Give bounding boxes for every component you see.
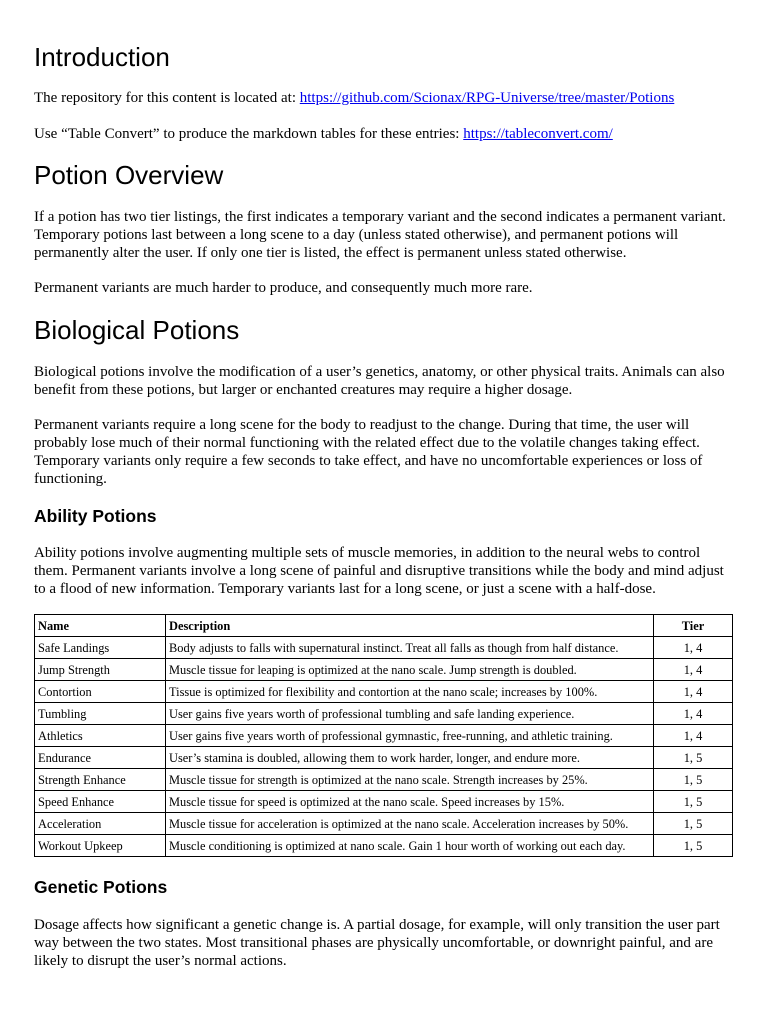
table-row: [35, 835, 733, 857]
table-row: [35, 725, 733, 747]
cell-name: Strength Enhance: [35, 769, 166, 791]
cell-description: User’s stamina is doubled, allowing them to work harder, longer, and endure more.: [166, 747, 654, 769]
cell-tier: 1, 4: [654, 659, 733, 681]
cell-description: Muscle tissue for strength is optimized at the nano scale. Strength increases by 25%.: [166, 769, 654, 791]
cell-tier: 1, 5: [654, 835, 733, 857]
cell-description: User gains five years worth of professional tumbling and safe landing experience.: [166, 703, 654, 725]
cell-description: Muscle conditioning is optimized at nano scale. Gain 1 hour worth of working out each day.: [166, 835, 654, 857]
cell-name: Endurance: [35, 747, 166, 769]
table-row: [35, 747, 733, 769]
cell-tier: 1, 5: [654, 813, 733, 835]
table-header-row: [35, 615, 733, 637]
cell-name: Workout Upkeep: [35, 835, 166, 857]
tableconvert-link[interactable]: https://tableconvert.com/: [463, 126, 613, 142]
cell-name: Acceleration: [35, 813, 166, 835]
heading-potion-overview: Potion Overview: [34, 160, 224, 190]
header-tier: Tier: [654, 615, 733, 637]
ability-paragraph: Ability potions involve augmenting multiple sets of muscle memories, in addition to the neural webs to control them. Permanent variants involve a long scene of painful and disruptive transitions while the body and mind adjust to a flood of new information. Temporary variants last for a long scene, or just a scene with a half-dose.: [34, 545, 724, 597]
table-row: [35, 813, 733, 835]
heading-genetic-potions: Genetic Potions: [34, 877, 168, 897]
heading-ability-potions: Ability Potions: [34, 506, 157, 526]
heading-biological-potions: Biological Potions: [34, 315, 240, 345]
table-row: [35, 703, 733, 725]
cell-tier: 1, 5: [654, 791, 733, 813]
cell-description: Muscle tissue for speed is optimized at the nano scale. Speed increases by 15%.: [166, 791, 654, 813]
table-row: [35, 637, 733, 659]
cell-description: Body adjusts to falls with supernatural instinct. Treat all falls as though from half distance.: [166, 637, 654, 659]
overview-paragraph-1: If a potion has two tier listings, the first indicates a temporary variant and the second indicates a permanent variant. Temporary potions last between a long scene to a day (unless stated otherwise), and permanent potions will permanently alter the user. If only one tier is listed, the effect is permanent unless stated otherwise.: [34, 209, 726, 261]
cell-tier: 1, 4: [654, 725, 733, 747]
convert-paragraph: [34, 125, 734, 143]
cell-name: Tumbling: [35, 703, 166, 725]
table-row: [35, 791, 733, 813]
table-row: [35, 769, 733, 791]
repo-link[interactable]: https://github.com/Scionax/RPG-Universe/tree/master/Potions: [299, 90, 675, 106]
cell-tier: 1, 4: [654, 703, 733, 725]
convert-text: Use “Table Convert” to produce the markdown tables for these entries:: [34, 126, 464, 142]
header-description: Description: [166, 615, 654, 637]
cell-tier: 1, 5: [654, 747, 733, 769]
cell-name: Safe Landings: [35, 637, 166, 659]
table-row: [35, 681, 733, 703]
cell-description: User gains five years worth of professional gymnastic, free-running, and athletic training.: [166, 725, 654, 747]
cell-description: Tissue is optimized for flexibility and contortion at the nano scale; increases by 100%.: [166, 681, 654, 703]
cell-description: Muscle tissue for leaping is optimized at the nano scale. Jump strength is doubled.: [166, 659, 654, 681]
cell-name: Speed Enhance: [35, 791, 166, 813]
overview-paragraph-2: Permanent variants are much harder to produce, and consequently much more rare.: [34, 280, 533, 296]
cell-tier: 1, 4: [654, 637, 733, 659]
cell-name: Contortion: [35, 681, 166, 703]
cell-tier: 1, 4: [654, 681, 733, 703]
table-row: [35, 659, 733, 681]
genetic-paragraph: Dosage affects how significant a genetic change is. A partial dosage, for example, will only transition the user part way between the two states. Most transitional phases are physically uncomfortable, or downright painful, and are likely to disrupt the user’s normal actions.: [34, 917, 720, 969]
ability-potions-table: [34, 614, 733, 857]
cell-tier: 1, 5: [654, 769, 733, 791]
repo-text: The repository for this content is located at:: [34, 90, 300, 106]
cell-description: Muscle tissue for acceleration is optimized at the nano scale. Acceleration increases by 50%.: [166, 813, 654, 835]
header-name: Name: [35, 615, 166, 637]
cell-name: Athletics: [35, 725, 166, 747]
heading-introduction: Introduction: [34, 42, 170, 72]
cell-name: Jump Strength: [35, 659, 166, 681]
biological-paragraph-1: Biological potions involve the modification of a user’s genetics, anatomy, or other physical traits. Animals can also benefit from these potions, but larger or enchanted creatures may require a higher dosage.: [34, 364, 725, 398]
biological-paragraph-2: Permanent variants require a long scene for the body to readjust to the change. During that time, the user will probably lose much of their normal functioning with the related effect due to the volatile changes taking effect. Temporary variants only require a few seconds to take effect, and have no uncomfortable experiences or loss of functioning.: [34, 417, 703, 487]
repo-paragraph: [34, 89, 734, 107]
